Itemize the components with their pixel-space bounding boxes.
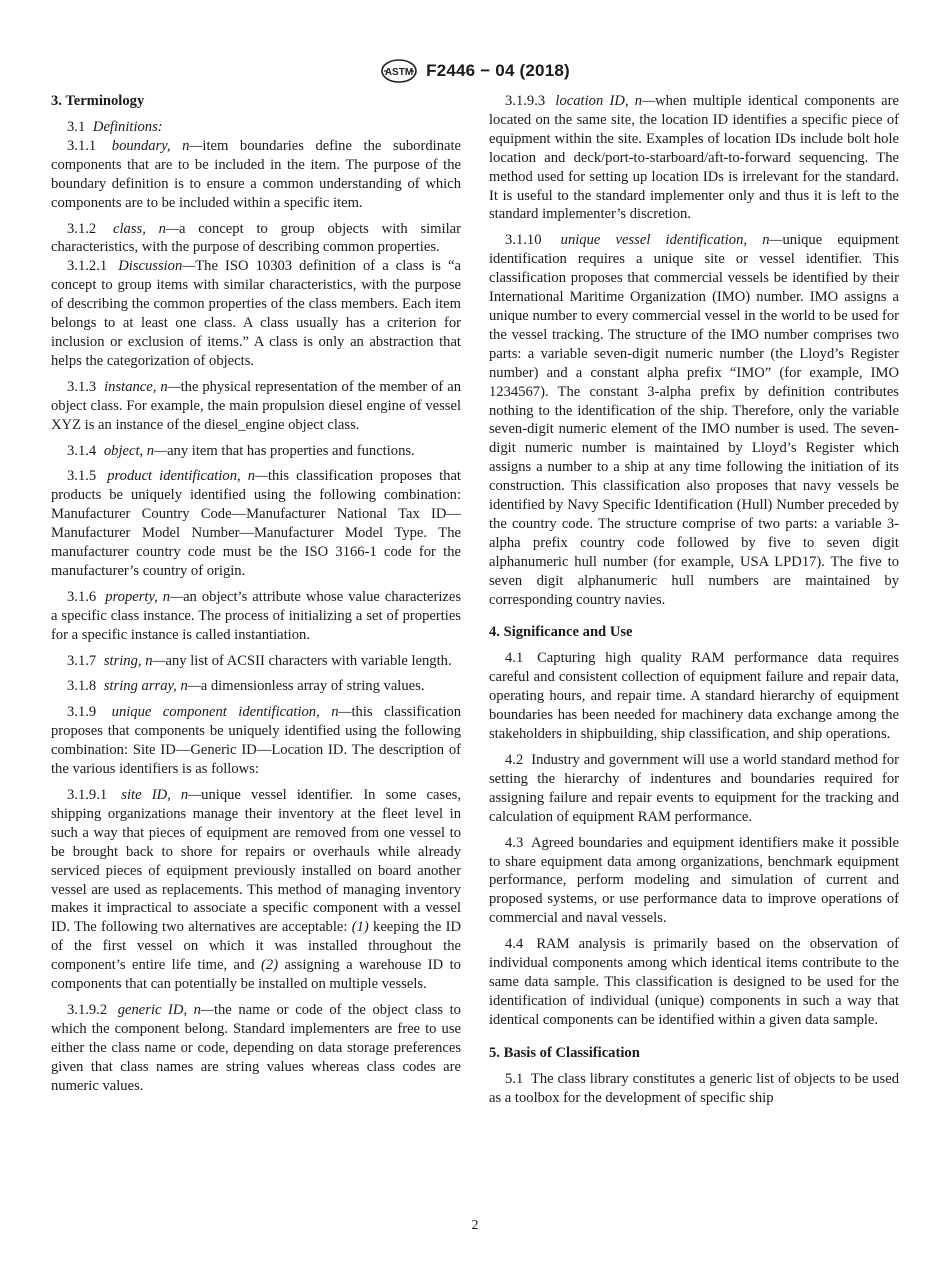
paragraph-5-1: 5.1 The class library constitutes a generic list of objects to be used as a toolbox for the development of specific ship (489, 1070, 899, 1106)
astm-logo-icon (380, 58, 418, 84)
paragraph-3-1-2: 3.1.2 class, n—a concept to group objects with similar characteristics, with the purpose of describing common properties. (51, 220, 461, 256)
paragraph-3-1-9-1: 3.1.9.1 site ID, n—unique vessel identifier. In some cases, shipping organizations manage their inventory at the fleet level in such a way that pieces of equipment are removed from one vessel to be brought back to shore for repairs or overhauls while already serviced pieces of equipment previously installed on board another vessel are used as replacements. This method of managing inventory makes it impractical to associate a specific component with a vessel ID. The following two alternatives are acceptable: (1) keeping the ID of the first vessel on which it was installed throughout the component’s entire life time, and (2) assigning a warehouse ID to components that can potentially be installed on multiple vessels. (51, 787, 461, 993)
paragraph-3-1-9: 3.1.9 unique component identification, n—this classification proposes that components be uniquely identified using the following combination: Site ID—Generic ID—Location ID. The description of the various identifiers is as follows: (51, 704, 461, 778)
standard-designation: F2446 − 04 (2018) (426, 61, 570, 80)
section-heading-significance: 4. Significance and Use (489, 624, 633, 641)
paragraph-4-2: 4.2 Industry and government will use a world standard method for setting the hierarchy of indentures and boundaries required for assigning failure and repair events to equipment for the tracking and calculation of equipment RAM performance. (489, 752, 899, 825)
paragraph-3-1: 3.1 Definitions: (67, 119, 163, 135)
paragraph-3-1-5: 3.1.5 product identification, n—this classification proposes that products be uniquely identified using the following combination: Manufacturer Country Code—Manufacturer National Tax ID—Manufacturer Model Number—Manufacturer Model Type. The manufacturer country code must be the ISO 3166-1 code for the manufacturer’s country of origin. (51, 468, 461, 579)
paragraph-3-1-7: 3.1.7 string, n—any list of ACSII characters with variable length. (67, 652, 452, 669)
paragraph-3-1-4: 3.1.4 object, n—any item that has properties and functions. (67, 442, 415, 459)
section-heading-basis: 5. Basis of Classification (489, 1044, 640, 1061)
right-column (489, 92, 899, 1108)
svg-text:ASTM: ASTM (384, 67, 414, 78)
paragraph-3-1-9-3: 3.1.9.3 location ID, n—when multiple identical components are located on the same site, the location ID identifies a specific piece of equipment within the site. Examples of location IDs include bolt hole location and deck/port-to-starboard/aft-to-forward sequencing. The method used for setting up location IDs is irrelevant for the standard. It is useful to the standard implementer only and thus it is left to the standard implementer’s discretion. (489, 93, 899, 223)
paragraph-3-1-10: 3.1.10 unique vessel identification, n—unique equipment identification requires a unique site or vessel identifier. This classification proposes that commercial vessels be identified by their International Maritime Organization (IMO) number. IMO assigns a unique number to every commercial vessel in the world to be used for the vessel tracking. The structure of the IMO number comprises two parts: a variable seven-digit numeric number (the Lloyd’s Register number) and a constant alpha prefix “IMO” (for example, IMO 1234567). The constant 3-alpha prefix by definition contributes nothing to the identification of the ship. Therefore, only the variable seven-digit numeric element of the IMO number is used. The seven-digit numeric number is maintained by Lloyd’s Register which assigns a number to a ship at any time following the initiation of its construction. This classification also proposes that navy vessels be identified by Navy Specific Identification (Hull) Number preceded by the country code. The structure comprise of two parts: a variable 3-alpha prefix country code followed by five to seven digit alphanumeric hull number (for example, USA LPD17). The five to seven digit alphanumeric hull numbers are maintained by corresponding country navies. (489, 232, 899, 608)
page-number: 2 (471, 1218, 479, 1233)
paragraph-3-1-3: 3.1.3 instance, n—the physical representation of the member of an object class. For example, the main propulsion diesel engine of vessel XYZ is an instance of the diesel_engine object class. (51, 378, 461, 433)
paragraph-3-1-1: 3.1.1 boundary, n—item boundaries define the subordinate components that are to be included in the item. The purpose of the boundary definition is to ensure a common understanding of which components are to be included within a specific item. (51, 137, 462, 211)
left-column (51, 92, 461, 1096)
section-heading-terminology: 3. Terminology (51, 93, 145, 109)
paragraph-3-1-2-1: 3.1.2.1 Discussion—The ISO 10303 definition of a class is “a concept to group items with similar characteristics, with the purpose of describing the common properties of the class members. Each item belongs to at least one class. A class usually has a criterion for inclusion or exclusion of items.” A class is only an abstraction that helps the categorization of objects. (51, 258, 461, 369)
paragraph-4-3: 4.3 Agreed boundaries and equipment identifiers make it possible to share equipment data among organizations, benchmark equipment performance, perform modeling and simulation of current and proposed systems, or use performance data to improve operations of commercial and naval vessels. (489, 834, 899, 927)
page-header (0, 56, 950, 86)
paragraph-3-1-9-2: 3.1.9.2 generic ID, n—the name or code of the object class to which the component belong. Standard implementers are free to use either the class name or code, depending on data storage preferences given that class names are string values whereas class codes are numeric values. (51, 1001, 461, 1094)
paragraph-4-4: 4.4 RAM analysis is primarily based on the observation of individual components among which identical items contribute to the same data sample. This classification is designed to be used for the identification of individual (unique) components in such a way that identical components can be identified within a given data sample. (489, 936, 899, 1028)
paragraph-4-1: 4.1 Capturing high quality RAM performance data requires careful and consistent collection of equipment failure and repair data, operating hours, and repair time. A standard hierarchy of equipment boundaries has been needed for machinery data exchange among the stakeholders in shipbuilding, ship classification, and ship operations. (489, 650, 899, 743)
paragraph-3-1-8: 3.1.8 string array, n—a dimensionless array of string values. (67, 678, 425, 695)
paragraph-3-1-6: 3.1.6 property, n—an object’s attribute whose value characterizes a specific class instance. The process of initializing a set of properties for a specific instance is called instantiation. (51, 588, 462, 643)
